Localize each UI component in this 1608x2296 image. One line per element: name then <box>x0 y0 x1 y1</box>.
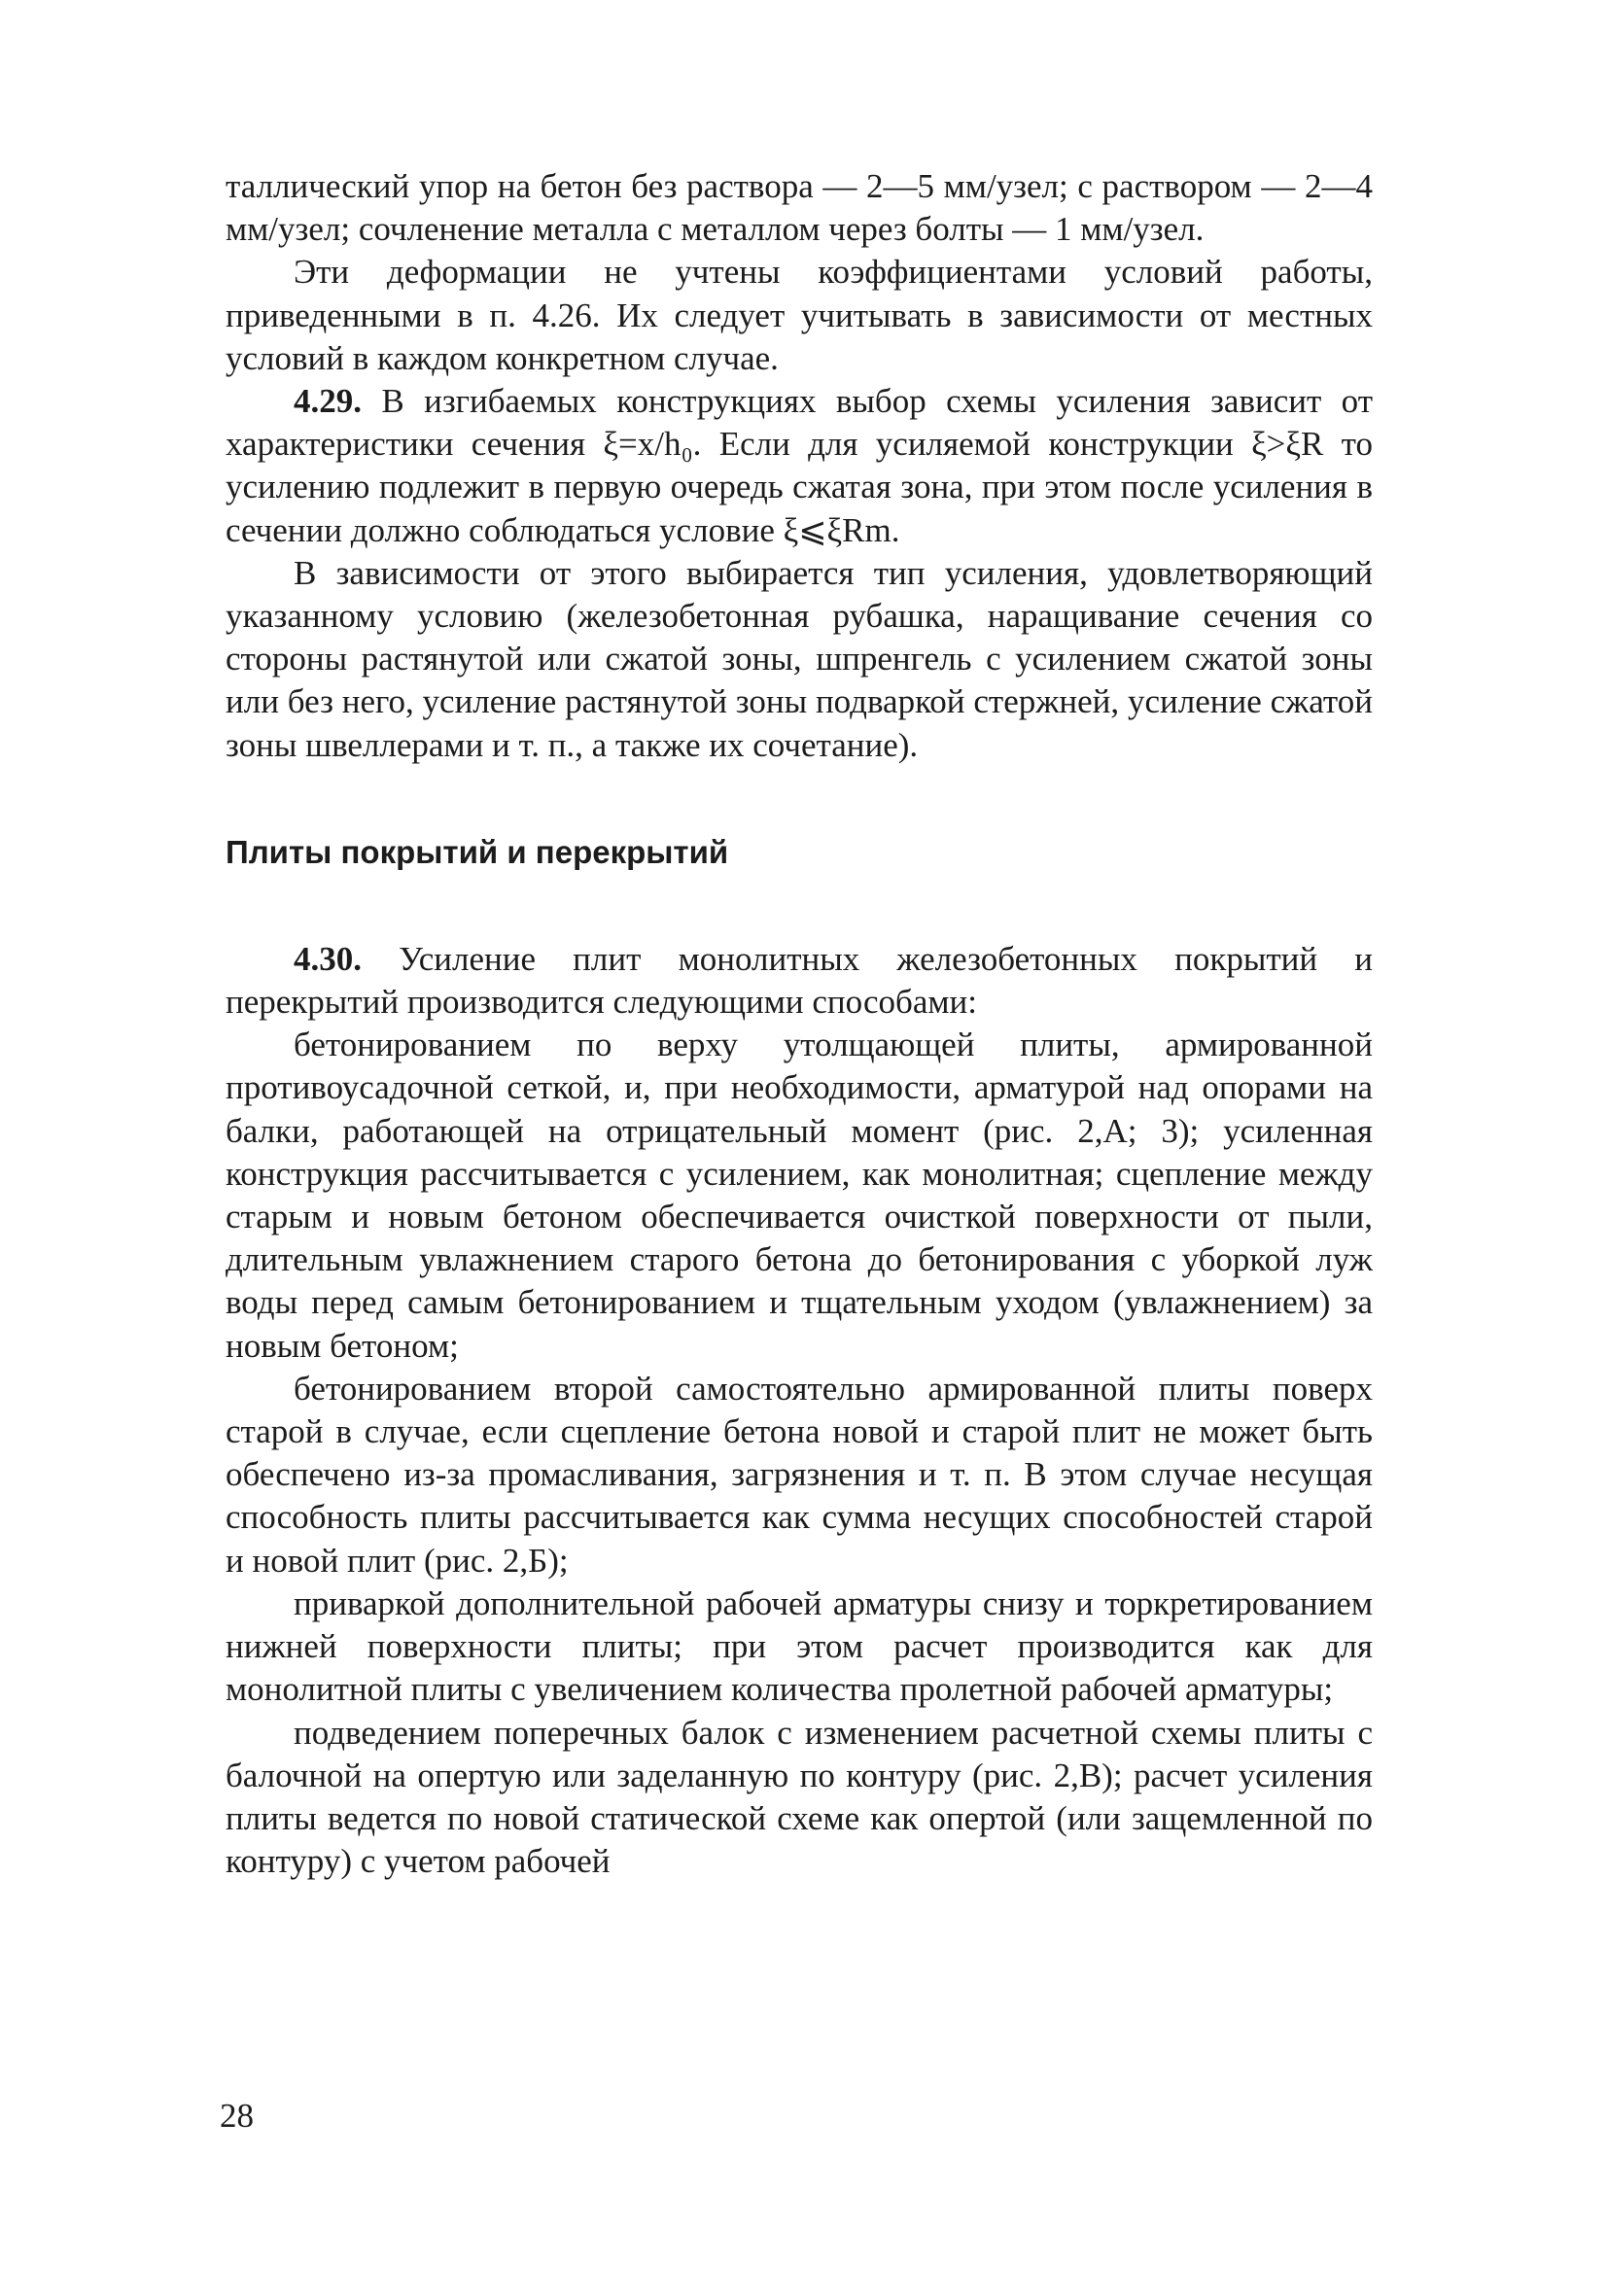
paragraph-0: таллический упор на бетон без раствора — 2—5 мм/узел; с раствором — 2—4 мм/узел; сочленение металла с металлом через болты — 1 мм/узел. <box>226 167 1373 249</box>
paragraph-2: 4.29. В изгибаемых конструкциях выбор схемы усиления зависит от характеристики сечения ξ=x/h₀. Если для усиляемой конструкции ξ>ξR то усилению подлежит в первую очередь сжатая зона, при этом после усиления в сечении должно соблюдаться условие ξ⩽ξRm. <box>226 382 1373 549</box>
clause-number: 4.30. <box>294 939 362 978</box>
paragraph-6: бетонированием второй самостоятельно армированной плиты поверх старой в случае, если сцепление бетона новой и старой плит не может быть обеспечено из-за промасливания, загрязнения и т. п. В этом случае несущая способность плиты рассчитывается как сумма несущих способностей старой и новой плит (рис. 2,Б); <box>226 1369 1373 1580</box>
clause-number: 4.29. <box>294 382 362 421</box>
paragraph-4: 4.30. Усиление плит монолитных железобетонных покрытий и перекрытий производится следующими способами: <box>226 939 1373 1022</box>
text-column <box>226 165 1373 1883</box>
paragraph-1: Эти деформации не учтены коэффициентами условий работы, приведенными в п. 4.26. Их следует учитывать в зависимости от местных условий в каждом конкретном случае. <box>226 253 1373 377</box>
page-number: 28 <box>220 2097 254 2135</box>
paragraph-8: подведением поперечных балок с изменением расчетной схемы плиты с балочной на опертую или заделанную по контуру (рис. 2,В); расчет усиления плиты ведется по новой статической схеме как опертой (или защемленной по контуру) с учетом рабочей <box>226 1713 1373 1881</box>
paragraph-3: В зависимости от этого выбирается тип усиления, удовлетворяющий указанному условию (железобетонная рубашка, наращивание сечения со стороны растянутой или сжатой зоны, шпренгель с усилением сжатой зоны или без него, усиление растянутой зоны подваркой стержней, усиление сжатой зоны швеллерами и т. п., а также их сочетание). <box>226 553 1373 764</box>
section-heading: Плиты покрытий и перекрытий <box>226 833 729 870</box>
paragraph-5: бетонированием по верху утолщающей плиты, армированной противоусадочной сеткой, и, при необходимости, арматурой над опорами на балки, работающей на отрицательный момент (рис. 2,А; 3); усиленная конструкция рассчитывается с усилением, как монолитная; сцепление между старым и новым бетоном обеспечивается очисткой поверхности от пыли, длительным увлажнением старого бетона до бетонирования с уборкой луж воды перед самым бетонированием и тщательным уходом (увлажнением) за новым бетоном; <box>226 1026 1373 1365</box>
paragraph-7: приваркой дополнительной рабочей арматуры снизу и торкретированием нижней поверхности плиты; при этом расчет производится как для монолитной плиты с увеличением количества пролетной рабочей арматуры; <box>226 1583 1373 1709</box>
